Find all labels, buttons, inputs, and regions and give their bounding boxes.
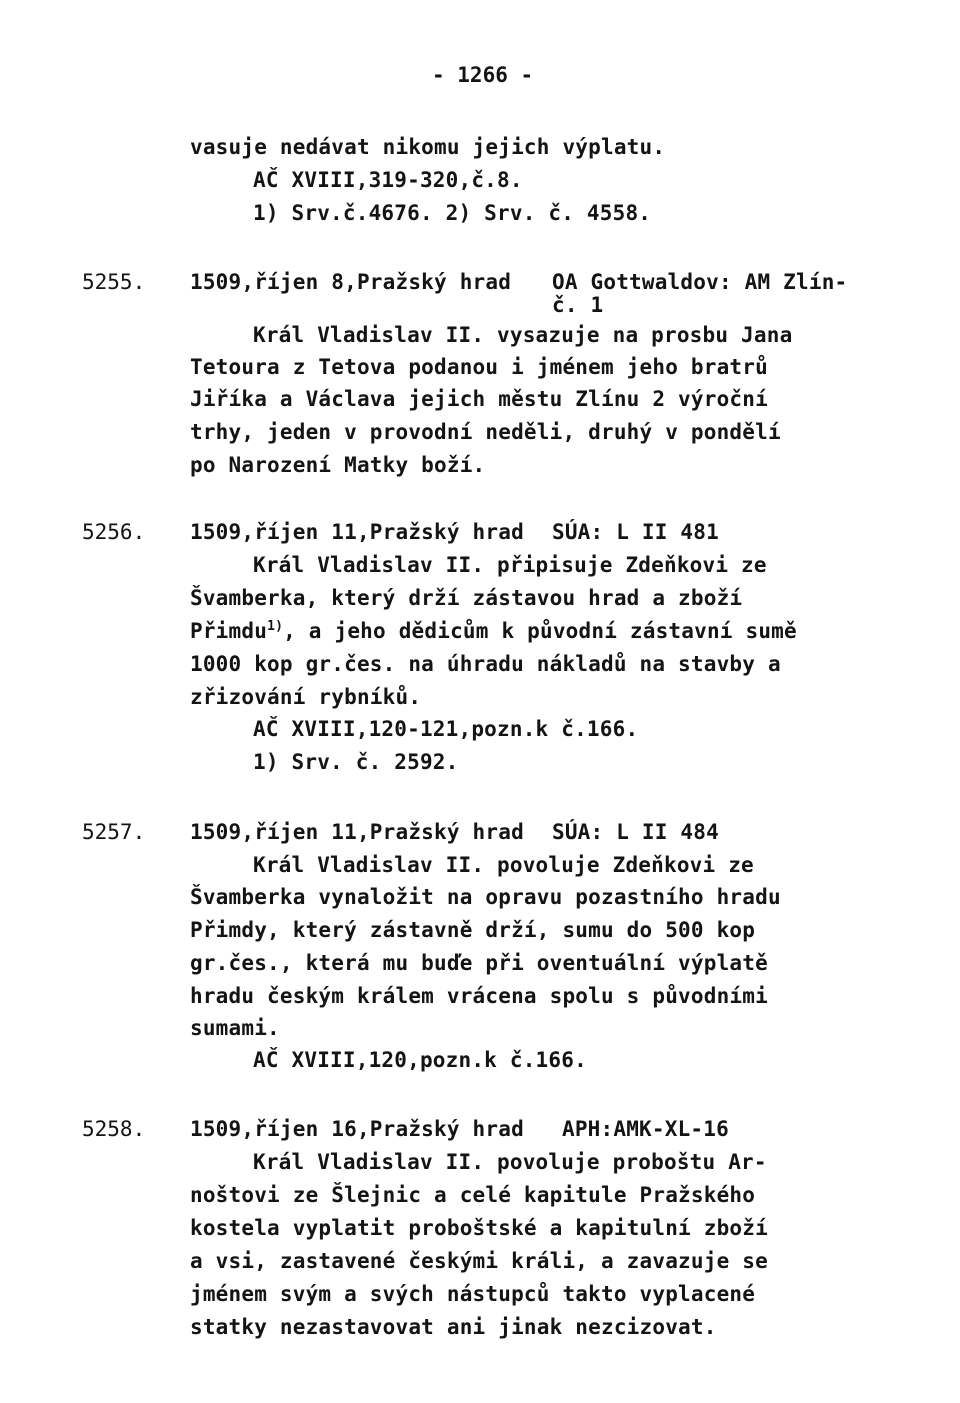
entry-source: AČ XVIII,120,pozn.k č.166. — [253, 1048, 587, 1072]
entry-text-line: jménem svým a svých nástupců takto vyplacené — [190, 1282, 756, 1306]
entry-number: 5258. — [82, 1117, 146, 1141]
entry-text-line: Jiříka a Václava jejich městu Zlínu 2 výroční — [190, 387, 768, 411]
entry-text-line: Král Vladislav II. povoluje Zdeňkovi ze — [253, 853, 754, 877]
entry-text-line: kostela vyplatit proboštské a kapitulní zboží — [190, 1216, 768, 1240]
entry-text-line: sumami. — [190, 1016, 280, 1040]
entry-source: AČ XVIII,120-121,pozn.k č.166. — [253, 717, 639, 741]
intro-note: 1) Srv.č.4676. 2) Srv. č. 4558. — [253, 201, 652, 225]
intro-source: AČ XVIII,319-320,č.8. — [253, 168, 523, 192]
entry-archive: APH:AMK-XL-16 — [562, 1117, 729, 1141]
entry-text-line: Švamberka, který drží zástavou hrad a zboží — [190, 586, 743, 610]
entry-archive: SÚA: L II 484 — [552, 820, 719, 844]
entry-text-line: Tetoura z Tetova podanou i jménem jeho bratrů — [190, 355, 768, 379]
entry-archive: OA Gottwaldov: AM Zlín- — [552, 270, 848, 294]
entry-text-line: Král Vladislav II. připisuje Zdeňkovi ze — [253, 553, 767, 577]
entry-number: 5256. — [82, 520, 146, 544]
entry-text-line: a vsi, zastavené českými králi, a zavazuje se — [190, 1249, 768, 1273]
place-name: Přimdu — [190, 619, 268, 643]
entry-header: 1509,říjen 16,Pražský hrad — [190, 1117, 524, 1141]
entry-note: 1) Srv. č. 2592. — [253, 750, 459, 774]
entry-text-line: Král Vladislav II. vysazuje na prosbu Jana — [253, 323, 793, 347]
entry-text-line: statky nezastavovat ani jinak nezcizovat. — [190, 1315, 717, 1339]
entry-text-line: Král Vladislav II. povoluje proboštu Ar- — [253, 1150, 767, 1174]
entry-text-line: noštovi ze Šlejnic a celé kapitule Pražského — [190, 1183, 756, 1207]
entry-archive: SÚA: L II 481 — [552, 520, 719, 544]
intro-line-1: vasuje nedávat nikomu jejich výplatu. — [190, 135, 666, 159]
entry-text-line: trhy, jeden v provodní neděli, druhý v pondělí — [190, 420, 781, 444]
entry-header: 1509,říjen 11,Pražský hrad — [190, 820, 524, 844]
entry-text-line: 1000 kop gr.čes. na úhradu nákladů na stavby a — [190, 652, 781, 676]
entry-text-line: hradu českým králem vrácena spolu s původními — [190, 984, 768, 1008]
line-rest: , a jeho dědicům k původní zástavní sumě — [283, 619, 797, 643]
entry-text-line-footnoted — [190, 614, 797, 648]
entry-text-line: zřizování rybníků. — [190, 685, 422, 709]
entry-archive-cont: č. 1 — [552, 293, 604, 317]
entry-text-line: Švamberka vynaložit na opravu pozastního hradu — [190, 885, 781, 909]
entry-text-line: Přimdy, který zástavně drží, sumu do 500 kop — [190, 918, 756, 942]
entry-header: 1509,říjen 11,Pražský hrad — [190, 520, 524, 544]
page-number: - 1266 - — [432, 63, 534, 87]
entry-number: 5257. — [82, 820, 146, 844]
entry-text-line: gr.čes., která mu buďe při oventuální výplatě — [190, 951, 768, 975]
entry-text-line: po Narození Matky boží. — [190, 453, 486, 477]
entry-header: 1509,říjen 8,Pražský hrad — [190, 270, 512, 294]
entry-number: 5255. — [82, 270, 146, 294]
footnote-mark: 1) — [267, 619, 284, 634]
